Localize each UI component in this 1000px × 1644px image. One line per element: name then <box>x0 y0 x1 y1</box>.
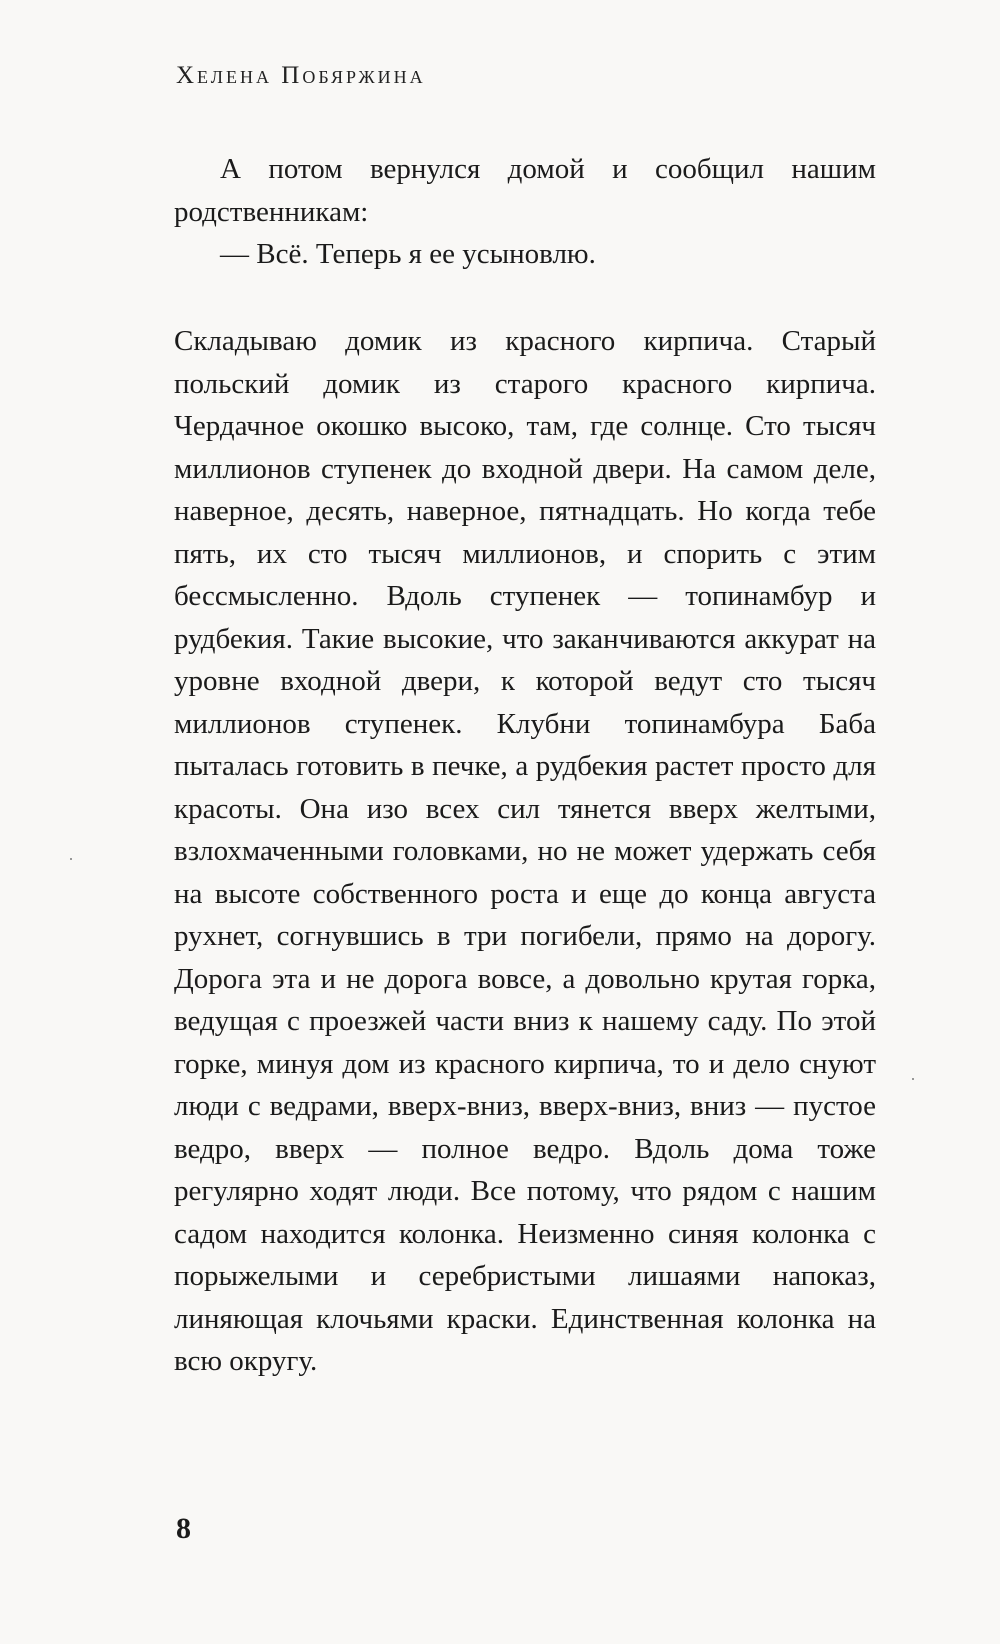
paper-speck <box>70 858 72 860</box>
dialogue-line: — Всё. Теперь я ее усыновлю. <box>220 238 596 270</box>
page-number: 8 <box>176 1512 191 1545</box>
text-block-top <box>174 148 876 276</box>
paper-speck <box>912 1078 914 1080</box>
paragraph-intro: А потом вернулся домой и сообщил нашим родственникам: <box>174 153 876 228</box>
running-header-author: Хелена Побяржина <box>176 62 426 89</box>
text-block-main <box>174 320 876 1383</box>
paragraph-main: Складываю домик из красного кирпича. Старый польский домик из старого красного кирпича. Чердачное окошко высоко, там, где солнце. Сто тысяч миллионов ступенек до входной двери. На самом деле, наверное, десять, наверное, пятнадцать. Но когда тебе пять, их сто тысяч миллионов, и спорить с этим бессмысленно. Вдоль ступенек — топинамбур и рудбекия. Такие высокие, что заканчиваются аккурат на уровне входной двери, к которой ведут сто тысяч миллионов ступенек. Клубни топинамбура Баба пыталась готовить в печке, а рудбекия растет просто для красоты. Она изо всех сил тянется вверх желтыми, взлохмаченными головками, но не может удержать себя на высоте собственного роста и еще до конца августа рухнет, согнувшись в три погибели, прямо на дорогу. Дорога эта и не дорога вовсе, а довольно крутая горка, ведущая с проезжей части вниз к нашему саду. По этой горке, минуя дом из красного кирпича, то и дело снуют люди с ведрами, вверх-вниз, вверх-вниз, вниз — пустое ведро, вверх — полное ведро. Вдоль дома тоже регулярно ходят люди. Все потому, что рядом с нашим садом находится колонка. Неизменно синяя колонка с порыжелыми и серебристыми лишаями напоказ, линяющая клочьями краски. Единственная колонка на всю округу. <box>174 325 876 1377</box>
